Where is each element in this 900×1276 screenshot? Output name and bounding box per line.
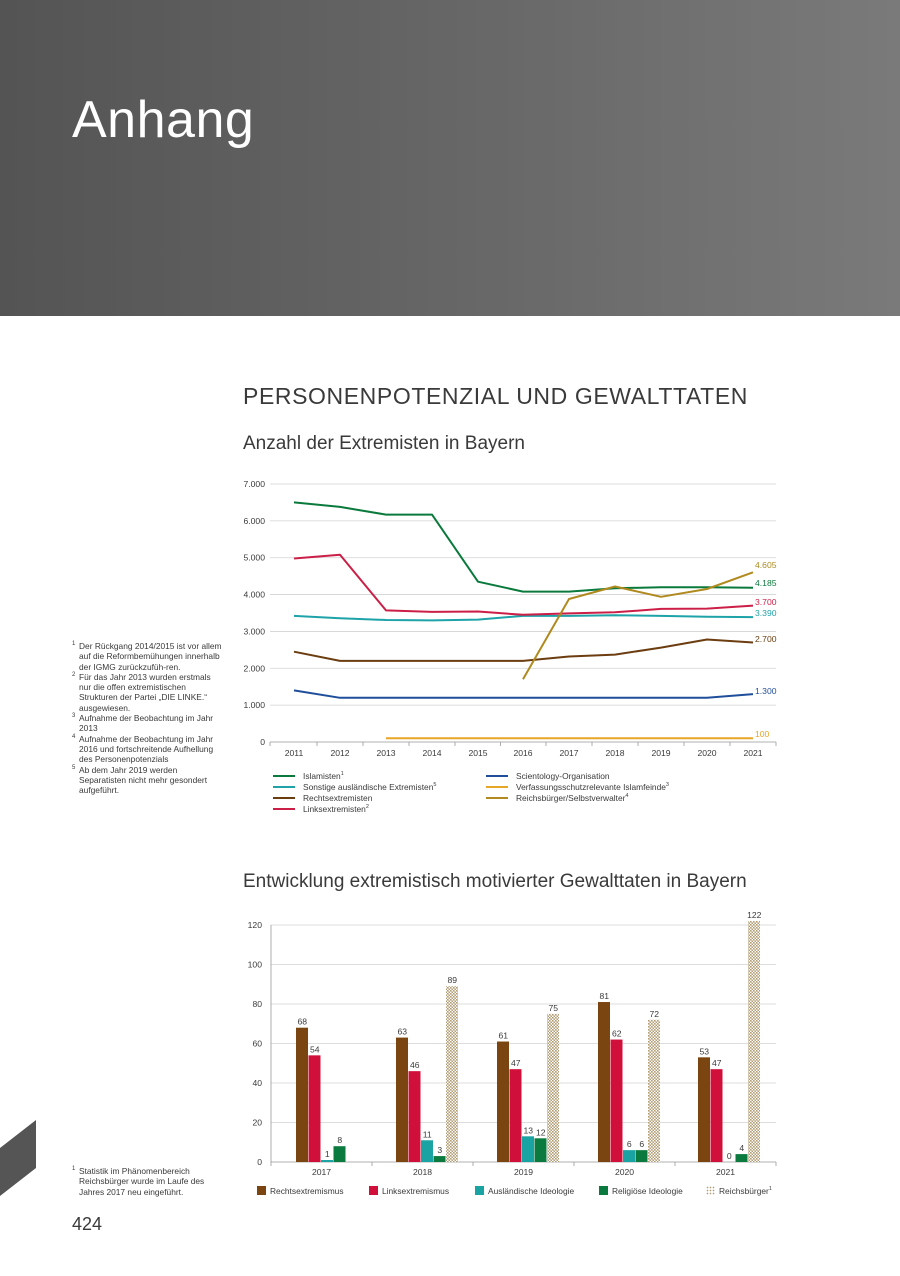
x-tick-label: 2020 — [697, 748, 717, 758]
end-value-label: 1.300 — [755, 686, 777, 696]
y-tick-label: 3.000 — [243, 626, 265, 637]
y-tick-label: 0 — [257, 1157, 262, 1167]
line-chart-title: Anzahl der Extremisten in Bayern — [243, 433, 525, 454]
legend-label: Reichsbürger$^1$ — [719, 1186, 772, 1196]
corner-decoration — [0, 1120, 40, 1200]
legend-footnote-marker: 1 — [340, 771, 344, 778]
bar-value-label: 47 — [711, 1058, 722, 1069]
legend-footnote-marker: 4 — [625, 793, 629, 800]
legend-label: Linksextremisten$^2$ — [303, 804, 369, 814]
bar-value-label: 61 — [498, 1030, 509, 1041]
footnote-text: Der Rückgang 2014/2015 ist vor allem auf die Reformbemühungen innerhalb der IGMG zurückzufüh-ren. — [79, 641, 222, 672]
y-tick-label: 4.000 — [243, 589, 265, 600]
legend-label: Religiöse Ideologie — [612, 1186, 683, 1196]
bar — [309, 1055, 321, 1162]
footnote-number: 1 — [72, 641, 76, 647]
x-tick-label: 2018 — [605, 748, 625, 758]
legend-label: Rechtsextremisten — [303, 793, 373, 803]
bar-value-label: 62 — [611, 1028, 622, 1039]
bar-value-label: 89 — [447, 975, 458, 986]
bar-value-label: 75 — [548, 1002, 559, 1013]
footnote-number: 4 — [72, 733, 76, 740]
legend-label: Ausländische Ideologie — [488, 1186, 575, 1196]
series-line-1 — [294, 615, 753, 620]
y-tick-label: 60 — [252, 1038, 262, 1049]
legend-label: Sonstige ausländische Extremisten$^5$ — [303, 782, 437, 792]
bar-value-label: 11 — [422, 1129, 432, 1140]
bar — [636, 1150, 648, 1162]
footnote-number: 3 — [72, 713, 76, 720]
y-tick-label: 5.000 — [243, 552, 265, 563]
bar — [321, 1160, 333, 1162]
x-tick-label: 2021 — [715, 1167, 736, 1177]
legend-swatch — [475, 1186, 484, 1195]
legend-swatch — [706, 1186, 715, 1195]
end-value-label: 2.700 — [755, 634, 777, 644]
footnote-number: 5 — [72, 764, 76, 771]
bar — [736, 1154, 748, 1162]
bar — [446, 986, 458, 1162]
bar — [334, 1146, 346, 1162]
bar — [711, 1069, 723, 1162]
footnote-text: Aufnahme der Beobachtung im Jahr 2016 und fortschreitende Aufhellung des Personenpotenzials — [79, 733, 214, 765]
x-tick-label: 2016 — [513, 748, 533, 758]
bar — [497, 1042, 509, 1162]
bar-value-label: 47 — [510, 1058, 521, 1069]
legend-footnote-marker: 1 — [768, 1186, 772, 1193]
y-tick-label: 40 — [252, 1078, 262, 1088]
legend-label: Verfassungsschutzrelevante Islamfeinde$^3$ — [516, 782, 669, 792]
y-tick-label: 0 — [260, 737, 265, 747]
footnote — [72, 734, 222, 765]
bar-value-label: 0 — [726, 1151, 732, 1161]
x-tick-label: 2011 — [284, 748, 304, 758]
bar-value-label: 13 — [523, 1125, 534, 1136]
footnote-text: Ab dem Jahr 2019 werden Separatisten nicht mehr gesondert aufgeführt. — [79, 764, 208, 796]
bar — [522, 1136, 534, 1162]
footnote — [72, 641, 222, 672]
legend-footnote-marker: 2 — [365, 804, 369, 811]
legend-footnote-marker: 5 — [433, 782, 437, 789]
x-tick-label: 2012 — [330, 748, 350, 758]
x-tick-label: 2020 — [614, 1167, 635, 1177]
bar-value-label: 81 — [599, 991, 610, 1002]
bar — [421, 1140, 433, 1162]
footnote — [72, 713, 222, 734]
bar-value-label: 12 — [535, 1127, 546, 1138]
footnote-text: Für das Jahr 2013 wurden erstmals nur die offen extremistischen Strukturen der Partei „DIE LINKE.“ ausgewiesen. — [79, 671, 211, 713]
x-tick-label: 2017 — [559, 748, 579, 758]
bar-value-label: 122 — [747, 910, 762, 921]
footnote-text: Aufnahme der Beobachtung im Jahr 2013 — [79, 713, 214, 734]
end-value-label: 3.390 — [755, 608, 777, 618]
bar-value-label: 1 — [324, 1149, 330, 1160]
footnotes-line-chart — [72, 641, 222, 795]
y-tick-label: 2.000 — [243, 663, 265, 674]
bar-value-label: 8 — [337, 1135, 343, 1146]
legend-swatch — [486, 786, 508, 788]
bar — [611, 1040, 623, 1162]
footnotes-bar-chart — [72, 1166, 222, 1197]
series-line-6 — [523, 572, 753, 679]
footnote — [72, 765, 222, 796]
bar — [547, 1014, 559, 1162]
footnote-number: 1 — [72, 1166, 76, 1172]
x-tick-label: 2018 — [412, 1167, 433, 1177]
legend-label: Rechtsextremismus — [270, 1186, 344, 1196]
bar-value-label: 46 — [409, 1060, 420, 1071]
end-value-label: 3.700 — [755, 597, 777, 607]
bar — [296, 1028, 308, 1162]
y-tick-label: 80 — [252, 999, 262, 1009]
legend-label: Islamisten$^1$ — [303, 771, 344, 781]
bar — [535, 1138, 547, 1162]
bar-value-label: 72 — [649, 1008, 660, 1019]
footnote — [72, 1166, 222, 1197]
y-tick-label: 7.000 — [243, 479, 265, 489]
bar — [698, 1057, 710, 1162]
bar — [434, 1156, 446, 1162]
x-tick-label: 2019 — [513, 1167, 534, 1177]
legend-swatch — [486, 775, 508, 777]
bar-value-label: 4 — [739, 1143, 745, 1154]
y-tick-label: 20 — [252, 1117, 262, 1128]
bar-value-label: 68 — [297, 1016, 308, 1027]
legend-swatch — [273, 797, 295, 799]
section-title: PERSONENPOTENZIAL UND GEWALTTATEN — [243, 383, 748, 409]
bar-value-label: 3 — [437, 1145, 443, 1156]
bar — [510, 1069, 522, 1162]
end-value-label: 4.185 — [755, 578, 777, 588]
bar-chart-title: Entwicklung extremistisch motivierter Gewalttaten in Bayern — [243, 871, 747, 892]
bar — [623, 1150, 635, 1162]
legend-swatch — [273, 808, 295, 810]
legend-footnote-marker: 3 — [665, 782, 669, 789]
legend-label: Scientology-Organisation — [516, 771, 610, 781]
bar — [598, 1002, 610, 1162]
legend-swatch — [369, 1186, 378, 1195]
page-header-title: Anhang — [72, 91, 255, 149]
legend-swatch — [257, 1186, 266, 1195]
footnote — [72, 672, 222, 713]
bar-value-label: 53 — [699, 1046, 710, 1057]
end-value-label: 100 — [755, 729, 770, 739]
line-chart-legend — [273, 771, 723, 821]
bar-value-label: 6 — [639, 1139, 645, 1150]
bar-value-label: 6 — [626, 1139, 632, 1150]
bar — [409, 1071, 421, 1162]
x-tick-label: 2021 — [743, 748, 763, 758]
y-tick-label: 120 — [247, 920, 262, 930]
legend-swatch — [273, 786, 295, 788]
bar — [648, 1020, 660, 1162]
bar — [748, 921, 760, 1162]
bar-chart-legend — [257, 1186, 787, 1200]
bar-value-label: 63 — [397, 1026, 408, 1037]
bar — [396, 1038, 408, 1162]
y-tick-label: 6.000 — [243, 515, 265, 526]
series-line-0 — [294, 502, 753, 591]
series-line-3 — [294, 555, 753, 615]
series-line-4 — [294, 690, 753, 697]
legend-swatch — [486, 797, 508, 799]
x-tick-label: 2015 — [468, 748, 488, 758]
series-line-2 — [294, 640, 753, 661]
legend-label: Reichsbürger/Selbstverwalter$^4$ — [516, 793, 629, 803]
footnote-text: Statistik im Phänomenbereich Reichsbürger wurde im Laufe des Jahres 2017 neu eingeführt. — [79, 1166, 205, 1197]
legend-swatch — [599, 1186, 608, 1195]
legend-label: Linksextremismus — [382, 1186, 450, 1196]
x-tick-label: 2013 — [376, 748, 396, 758]
x-tick-label: 2019 — [651, 748, 671, 758]
bar-value-label: 54 — [309, 1044, 320, 1055]
y-tick-label: 100 — [247, 959, 262, 970]
end-value-label: 4.605 — [755, 560, 777, 570]
page-number: 424 — [72, 1214, 103, 1234]
x-tick-label: 2017 — [311, 1167, 332, 1177]
y-tick-label: 1.000 — [243, 700, 265, 711]
legend-swatch — [273, 775, 295, 777]
header-banner — [0, 0, 900, 316]
footnote-number: 2 — [72, 671, 76, 678]
x-tick-label: 2014 — [422, 748, 442, 758]
